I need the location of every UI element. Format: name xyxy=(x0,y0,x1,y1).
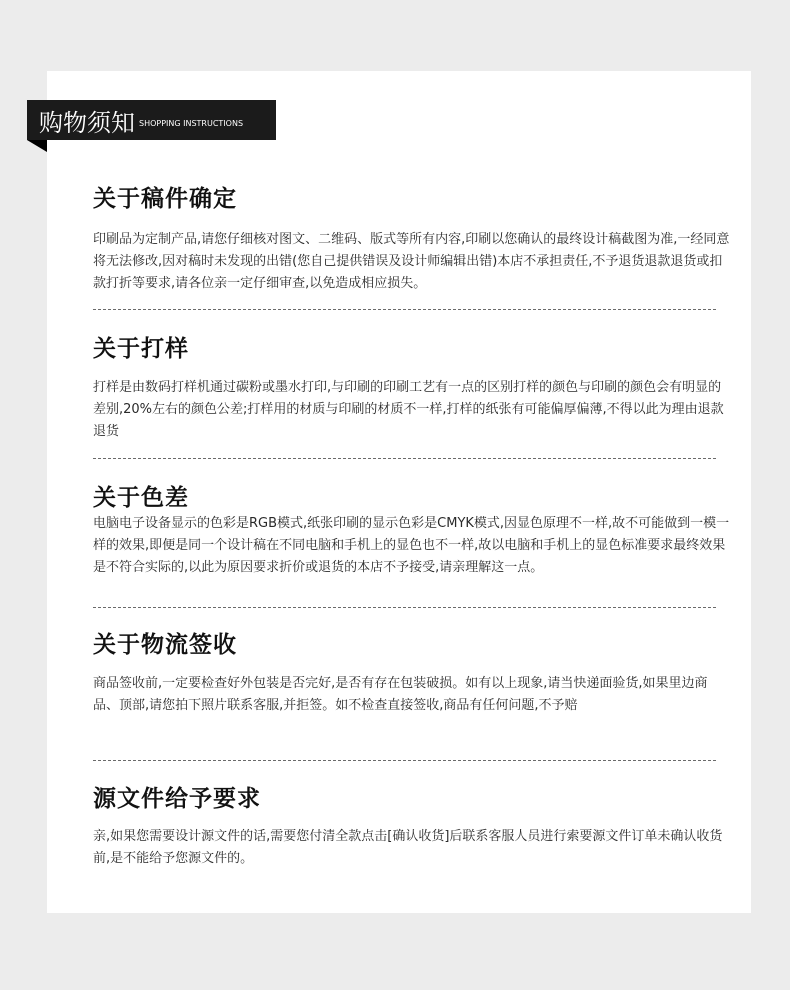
section-color-difference xyxy=(93,483,733,579)
section-divider xyxy=(93,309,716,310)
section-title: 关于稿件确定 xyxy=(93,186,237,212)
banner-fold-decoration xyxy=(27,140,47,152)
section-body: 商品签收前,一定要检查好外包装是否完好,是否有存在包装破损。如有以上现象,请当快递面验货,如果里边商品、顶部,请您拍下照片联系客服,并拒签。如不检查直接签收,商品有任何问题,不予赔 xyxy=(93,676,708,713)
section-title: 源文件给予要求 xyxy=(93,786,261,812)
section-source-files xyxy=(93,784,733,870)
section-divider xyxy=(93,760,716,761)
section-proofing xyxy=(93,334,733,443)
section-body: 打样是由数码打样机通过碳粉或墨水打印,与印刷的印刷工艺有一点的区别打样的颜色与印刷的颜色会有明显的差别,20%左右的颜色公差;打样用的材质与印刷的材质不一样,打样的纸张有可能偏厚偏薄,不得以此为理由退款退货 xyxy=(93,380,724,439)
section-title: 关于打样 xyxy=(93,336,189,362)
section-manuscript-confirmation xyxy=(93,184,733,295)
section-body: 电脑电子设备显示的色彩是RGB模式,纸张印刷的显示色彩是CMYK模式,因显色原理不一样,故不可能做到一模一样的效果,即便是同一个设计稿在不同电脑和手机上的显色也不一样,故以电脑和手机上的显色标准要求最终效果是不符合实际的,以此为原因要求折价或退货的本店不予接受,请亲理解这一点。 xyxy=(93,516,730,575)
banner-subtitle: SHOPPING INSTRUCTIONS xyxy=(139,118,244,128)
section-divider xyxy=(93,607,716,608)
page-banner xyxy=(27,100,276,140)
banner-title: 购物须知 xyxy=(39,108,135,137)
section-body: 印刷品为定制产品,请您仔细核对图文、二维码、版式等所有内容,印刷以您确认的最终设计稿截图为准,一经同意将无法修改,因对稿时未发现的出错(您自己提供错误及设计师编辑出错)本店不承担责任,不予退货退款退货或扣款打折等要求,请各位亲一定仔细审查,以免造成相应损失。 xyxy=(93,232,730,291)
section-logistics-receipt xyxy=(93,630,733,717)
section-title: 关于物流签收 xyxy=(93,632,237,658)
section-title: 关于色差 xyxy=(93,485,189,511)
section-divider xyxy=(93,458,716,459)
section-body: 亲,如果您需要设计源文件的话,需要您付清全款点击[确认收货]后联系客服人员进行索要源文件订单未确认收货前,是不能给予您源文件的。 xyxy=(93,829,723,866)
